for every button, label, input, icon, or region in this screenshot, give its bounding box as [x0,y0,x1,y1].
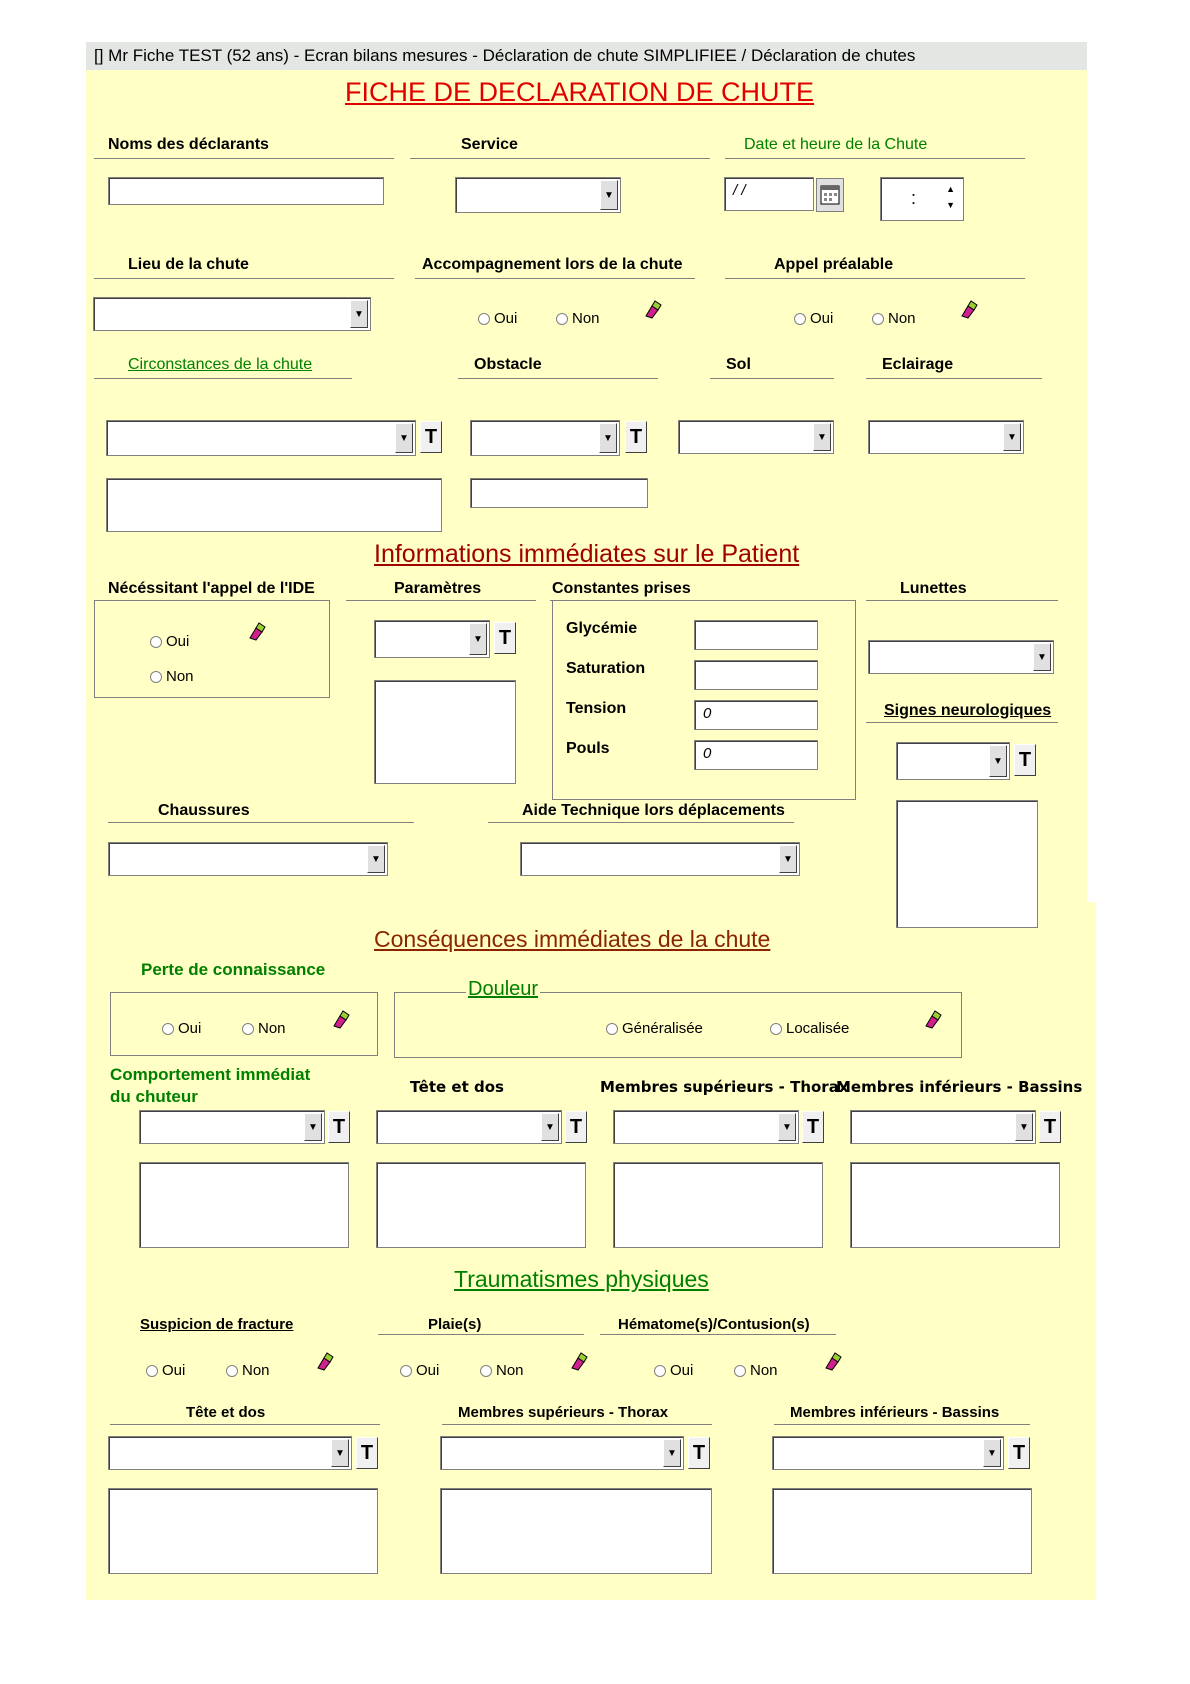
appel-oui-radio[interactable]: Oui [794,310,833,327]
lunettes-select[interactable] [868,640,1054,674]
radio-icon[interactable] [150,671,162,683]
membres-inf-select-c[interactable] [850,1110,1036,1144]
underline [710,378,834,379]
radio-icon[interactable] [556,313,568,325]
radio-icon[interactable] [150,636,162,648]
douleur-localisee-radio[interactable]: Localisée [770,1020,849,1037]
underline [108,822,414,823]
membres-inf-memo-t[interactable] [772,1488,1032,1574]
accompagnement-non-radio[interactable]: Non [556,310,600,327]
eraser-icon[interactable] [922,1010,942,1030]
perte-oui-radio[interactable]: Oui [162,1020,201,1037]
chevron-down-icon[interactable]: ▼ [600,180,618,210]
circonstances-select[interactable] [106,420,416,456]
eraser-icon[interactable] [642,300,662,320]
eraser-icon[interactable] [246,622,266,642]
parametres-t-button[interactable]: T [494,622,516,654]
radio-icon[interactable] [162,1023,174,1035]
tete-t-button-t[interactable]: T [356,1437,378,1469]
saturation-label: Saturation [566,660,646,677]
underline [866,600,1058,601]
window-title: [] Mr Fiche TEST (52 ans) - Ecran bilans mesures - Déclaration de chute SIMPLIFIEE / Déclaration de chutes [86,42,1087,70]
tension-input[interactable]: 0 [694,700,818,730]
underline [378,1334,584,1335]
service-label: Service [455,136,524,154]
section-title-patient: Informations immédiates sur le Patient [374,540,800,568]
eclairage-select[interactable] [868,420,1024,454]
radio-icon[interactable] [478,313,490,325]
pouls-label: Pouls [566,740,610,757]
saturation-input[interactable] [694,660,818,690]
tete-label-c: Tête et dos [410,1078,504,1096]
comportement-t-button[interactable]: T [328,1111,350,1143]
chevron-down-icon[interactable]: ▼ [367,845,385,873]
underline [110,1424,380,1425]
appel-label: Appel préalable [770,256,897,274]
chevron-down-icon[interactable]: ▼ [1003,423,1021,451]
signes-memo[interactable] [896,800,1038,928]
membres-sup-label-t: Membres supérieurs - Thorax [458,1404,669,1421]
chevron-down-icon[interactable]: ▼ [1033,643,1051,671]
fracture-label: Suspicion de fracture [140,1316,294,1333]
signes-t-button[interactable]: T [1014,744,1036,776]
radio-icon[interactable] [654,1365,666,1377]
chevron-down-icon[interactable]: ▼ [989,745,1007,777]
tete-select-t[interactable] [108,1436,352,1470]
chaussures-label: Chaussures [158,802,250,819]
time-input[interactable]: : ▲ ▼ [880,177,964,221]
date-input[interactable]: / / [724,177,814,211]
underline [410,158,710,159]
date-label: Date et heure de la Chute [738,136,933,154]
chevron-down-icon[interactable]: ▼ [541,1113,559,1141]
eraser-icon[interactable] [314,1352,334,1372]
aide-select[interactable] [520,842,800,876]
membres-sup-memo-t[interactable] [440,1488,712,1574]
chaussures-select[interactable] [108,842,388,876]
obstacle-select[interactable] [470,420,620,456]
chevron-down-icon[interactable]: ▼ [350,300,368,328]
hematome-non-radio[interactable]: Non [734,1362,778,1379]
parametres-memo[interactable] [374,680,516,784]
douleur-generalisee-radio[interactable]: Généralisée [606,1020,703,1037]
membres-inf-label-c: Membres inférieurs - Bassins [836,1078,1083,1096]
tete-t-button-c[interactable]: T [565,1111,587,1143]
membres-inf-label-t: Membres inférieurs - Bassins [790,1404,1000,1421]
aide-label: Aide Technique lors déplacements [518,802,789,820]
signes-label: Signes neurologiques [880,702,1055,720]
membres-sup-label-c: Membres supérieurs - Thorax [600,1078,849,1096]
membres-inf-t-button-t[interactable]: T [1008,1437,1030,1469]
hematome-oui-radio[interactable]: Oui [654,1362,693,1379]
perte-non-radio[interactable]: Non [242,1020,286,1037]
parametres-label: Paramètres [390,580,485,598]
accompagnement-label: Accompagnement lors de la chute [422,256,687,274]
lunettes-label: Lunettes [896,580,971,598]
tete-select-c[interactable] [376,1110,562,1144]
circonstances-t-button[interactable]: T [420,421,442,453]
section-title-traumatismes: Traumatismes physiques [454,1266,709,1292]
chevron-down-icon[interactable]: ▼ [778,1113,796,1141]
membres-sup-select-t[interactable] [440,1436,684,1470]
comportement-label: Comportement immédiat du chuteur [110,1065,311,1106]
calendar-icon[interactable] [816,178,844,212]
chevron-down-icon[interactable]: ▼ [304,1113,322,1141]
lieu-label: Lieu de la chute [124,256,253,274]
noms-label: Noms des déclarants [108,136,275,154]
radio-icon[interactable] [872,313,884,325]
membres-sup-select-c[interactable] [613,1110,799,1144]
circonstances-memo[interactable] [106,478,442,532]
eraser-icon[interactable] [822,1352,842,1372]
underline [346,600,536,601]
underline [442,1424,712,1425]
constantes-label: Constantes prises [548,580,695,598]
ide-label: Nécéssitant l'appel de l'IDE [108,580,319,598]
membres-inf-memo-c[interactable] [850,1162,1060,1248]
membres-inf-select-t[interactable] [772,1436,1004,1470]
section-title-consequences: Conséquences immédiates de la chute [374,926,771,952]
underline [600,1334,836,1335]
spin-down-icon[interactable]: ▼ [946,200,955,210]
lieu-select[interactable] [93,297,371,331]
eraser-icon[interactable] [330,1010,350,1030]
membres-sup-t-button-c[interactable]: T [802,1111,824,1143]
membres-sup-memo-c[interactable] [613,1162,823,1248]
underline [458,378,658,379]
form-title: FICHE DE DECLARATION DE CHUTE [345,77,815,107]
underline [866,378,1042,379]
eraser-icon[interactable] [568,1352,588,1372]
radio-icon[interactable] [794,313,806,325]
obstacle-memo[interactable] [470,478,648,508]
fracture-oui-radio[interactable]: Oui [146,1362,185,1379]
tension-label: Tension [566,700,627,717]
radio-icon[interactable] [226,1365,238,1377]
underline [488,822,794,823]
service-select[interactable] [455,177,621,213]
membres-sup-t-button-t[interactable]: T [688,1437,710,1469]
chevron-down-icon[interactable]: ▼ [469,623,487,655]
comportement-select[interactable] [139,1110,325,1144]
underline [725,158,1025,159]
radio-icon[interactable] [400,1365,412,1377]
obstacle-label: Obstacle [470,356,546,374]
chevron-down-icon[interactable]: ▼ [813,423,831,451]
chevron-down-icon[interactable]: ▼ [779,845,797,873]
radio-icon[interactable] [146,1365,158,1377]
underline [415,278,695,279]
plaie-label: Plaie(s) [424,1316,485,1333]
ide-non-radio[interactable]: Non [150,668,194,685]
chevron-down-icon[interactable]: ▼ [983,1439,1001,1467]
sol-select[interactable] [678,420,834,454]
ide-group [94,600,330,698]
eclairage-label: Eclairage [878,356,957,374]
perte-label: Perte de connaissance [141,960,326,979]
hematome-label: Hématome(s)/Contusion(s) [614,1316,814,1333]
underline [866,722,1058,723]
membres-inf-t-button-c[interactable]: T [1039,1111,1061,1143]
underline [94,278,394,279]
appel-non-radio[interactable]: Non [872,310,916,327]
underline [94,158,394,159]
plaie-oui-radio[interactable]: Oui [400,1362,439,1379]
tete-memo-t[interactable] [108,1488,378,1574]
underline [725,278,1025,279]
tete-label-t: Tête et dos [186,1404,266,1421]
fracture-non-radio[interactable]: Non [226,1362,270,1379]
glycemie-input[interactable] [694,620,818,650]
underline [94,378,352,379]
chevron-down-icon[interactable]: ▼ [663,1439,681,1467]
douleur-label: Douleur [468,978,539,1000]
spin-up-icon[interactable]: ▲ [946,184,955,194]
radio-icon[interactable] [606,1023,618,1035]
circonstances-label: Circonstances de la chute [124,356,316,374]
obstacle-t-button[interactable]: T [625,421,647,453]
chevron-down-icon[interactable]: ▼ [331,1439,349,1467]
radio-icon[interactable] [480,1365,492,1377]
eraser-icon[interactable] [958,300,978,320]
chevron-down-icon[interactable]: ▼ [1015,1113,1033,1141]
glycemie-label: Glycémie [566,620,638,637]
comportement-memo[interactable] [139,1162,349,1248]
chevron-down-icon[interactable]: ▼ [599,423,617,453]
signes-select[interactable] [896,742,1010,780]
radio-icon[interactable] [242,1023,254,1035]
pouls-input[interactable]: 0 [694,740,818,770]
declarants-input[interactable] [108,177,384,205]
parametres-select[interactable] [374,620,490,658]
ide-oui-radio[interactable]: Oui [150,633,189,650]
tete-memo-c[interactable] [376,1162,586,1248]
chevron-down-icon[interactable]: ▼ [395,423,413,453]
plaie-non-radio[interactable]: Non [480,1362,524,1379]
accompagnement-oui-radio[interactable]: Oui [478,310,517,327]
underline [774,1424,1030,1425]
radio-icon[interactable] [734,1365,746,1377]
sol-label: Sol [722,356,755,374]
radio-icon[interactable] [770,1023,782,1035]
